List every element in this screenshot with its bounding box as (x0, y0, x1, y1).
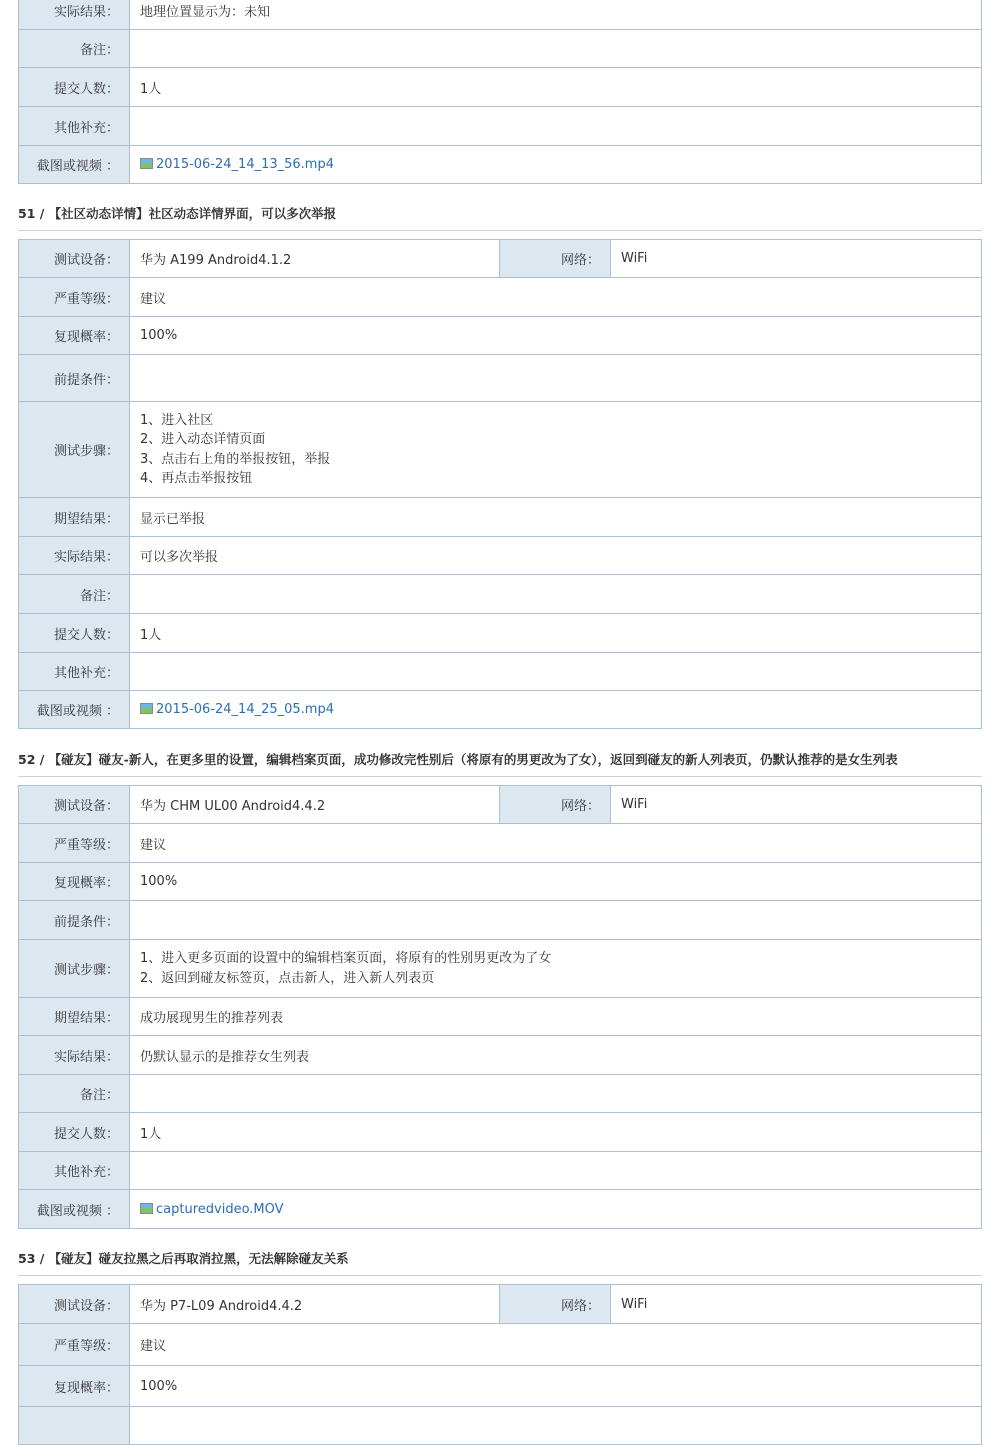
value-submitters: 1人 (130, 1113, 982, 1152)
value-precondition (130, 901, 982, 940)
row-repro (19, 317, 982, 355)
label-expected: 期望结果： (19, 998, 130, 1036)
label-severity: 严重等级： (19, 278, 130, 317)
row-media (19, 691, 982, 729)
label-network: 网络： (500, 786, 611, 824)
value-severity: 建议 (130, 1324, 982, 1366)
step-item: 1、进入社区 (140, 412, 214, 428)
row-media (19, 1190, 982, 1229)
row-device (19, 786, 982, 824)
value-network: WiFi (611, 1285, 982, 1324)
label-submitters: 提交人数： (19, 614, 130, 653)
row-submitters (19, 614, 982, 653)
value-media[interactable] (130, 691, 982, 729)
row-submitters (19, 68, 982, 107)
value-device: 华为 A199 Android4.1.2 (130, 240, 500, 278)
issue-53-table (18, 1284, 982, 1445)
value-other (130, 653, 982, 691)
image-icon (140, 1203, 153, 1214)
row-other (19, 107, 982, 146)
image-icon (140, 158, 153, 169)
media-link[interactable]: 2015-06-24_14_13_56.mp4 (156, 157, 334, 172)
issue-title: 51 / 【社区动态详情】社区动态详情界面，可以多次举报 (18, 204, 982, 231)
value-remark (130, 575, 982, 614)
value-severity: 建议 (130, 278, 982, 317)
label-expected: 期望结果： (19, 498, 130, 537)
value-actual: 地理位置显示为：未知 (130, 0, 982, 30)
step-item: 3、点击右上角的举报按钮，举报 (140, 451, 331, 467)
label-actual: 实际结果： (19, 0, 130, 30)
issue-title: 52 / 【碰友】碰友-新人，在更多里的设置，编辑档案页面，成功修改完性别后（将原有的男更改为了女），返回到碰友的新人列表页，仍默认推荐的是女生列表 (18, 750, 982, 777)
value-device: 华为 P7-L09 Android4.4.2 (130, 1285, 500, 1324)
label-other: 其他补充： (19, 1152, 130, 1190)
value-remark (130, 1075, 982, 1113)
label-repro: 复现概率： (19, 1366, 130, 1407)
value-actual: 仍默认显示的是推荐女生列表 (130, 1036, 982, 1075)
value-network: WiFi (611, 786, 982, 824)
image-icon (140, 703, 153, 714)
row-precondition (19, 901, 982, 940)
label-precondition: 前提条件： (19, 901, 130, 940)
row-remark (19, 30, 982, 68)
value-other (130, 1152, 982, 1190)
step-item: 1、进入更多页面的设置中的编辑档案页面，将原有的性别男更改为了女 (140, 951, 552, 966)
step-item: 2、返回到碰友标签页，点击新人，进入新人列表页 (140, 970, 435, 986)
value-actual: 可以多次举报 (130, 537, 982, 575)
value-expected: 成功展现男生的推荐列表 (130, 998, 982, 1036)
row-expected (19, 998, 982, 1036)
label-steps: 测试步骤： (19, 402, 130, 498)
label-other: 其他补充： (19, 107, 130, 146)
row-steps (19, 940, 982, 998)
row-remark (19, 1075, 982, 1113)
media-link[interactable]: capturedvideo.MOV (156, 1201, 284, 1217)
row-actual (19, 1036, 982, 1075)
label-media: 截图或视频 ： (19, 691, 130, 729)
value-partial (130, 1407, 982, 1445)
label-remark: 备注： (19, 575, 130, 614)
row-repro (19, 1366, 982, 1407)
label-remark: 备注： (19, 30, 130, 68)
row-remark (19, 575, 982, 614)
label-partial (19, 1407, 130, 1445)
value-repro: 100% (130, 317, 982, 355)
label-device: 测试设备： (19, 240, 130, 278)
row-next-partial (19, 1407, 982, 1445)
issue-50-table-partial (18, 0, 982, 184)
media-link[interactable]: 2015-06-24_14_25_05.mp4 (156, 702, 334, 717)
row-other (19, 653, 982, 691)
label-media: 截图或视频 ： (19, 1190, 130, 1229)
issue-52-table (18, 785, 982, 1229)
step-item: 4、再点击举报按钮 (140, 471, 253, 486)
row-actual (19, 537, 982, 575)
value-submitters: 1人 (130, 614, 982, 653)
value-other (130, 107, 982, 146)
value-repro: 100% (130, 1366, 982, 1407)
label-other: 其他补充： (19, 653, 130, 691)
label-repro: 复现概率： (19, 863, 130, 901)
row-actual (19, 0, 982, 30)
row-device (19, 1285, 982, 1324)
label-severity: 严重等级： (19, 824, 130, 863)
label-device: 测试设备： (19, 786, 130, 824)
row-precondition (19, 355, 982, 402)
value-media[interactable] (130, 146, 982, 184)
row-severity (19, 278, 982, 317)
issue-title: 53 / 【碰友】碰友拉黑之后再取消拉黑，无法解除碰友关系 (18, 1249, 982, 1276)
value-remark (130, 30, 982, 68)
value-steps (130, 940, 982, 998)
label-steps: 测试步骤： (19, 940, 130, 998)
label-repro: 复现概率： (19, 317, 130, 355)
row-submitters (19, 1113, 982, 1152)
row-steps (19, 402, 982, 498)
row-repro (19, 863, 982, 901)
label-actual: 实际结果： (19, 537, 130, 575)
value-steps (130, 402, 982, 498)
label-remark: 备注： (19, 1075, 130, 1113)
label-device: 测试设备： (19, 1285, 130, 1324)
value-submitters: 1人 (130, 68, 982, 107)
label-media: 截图或视频 ： (19, 146, 130, 184)
value-media[interactable] (130, 1190, 982, 1229)
row-severity (19, 824, 982, 863)
label-network: 网络： (500, 240, 611, 278)
value-expected: 显示已举报 (130, 498, 982, 537)
value-severity: 建议 (130, 824, 982, 863)
label-precondition: 前提条件： (19, 355, 130, 402)
value-device: 华为 CHM UL00 Android4.4.2 (130, 786, 500, 824)
label-submitters: 提交人数： (19, 68, 130, 107)
value-precondition (130, 355, 982, 402)
step-item: 2、进入动态详情页面 (140, 432, 266, 447)
value-repro: 100% (130, 863, 982, 901)
row-other (19, 1152, 982, 1190)
row-expected (19, 498, 982, 537)
label-severity: 严重等级： (19, 1324, 130, 1366)
label-submitters: 提交人数： (19, 1113, 130, 1152)
label-actual: 实际结果： (19, 1036, 130, 1075)
row-media (19, 146, 982, 184)
value-network: WiFi (611, 240, 982, 278)
row-severity (19, 1324, 982, 1366)
label-network: 网络： (500, 1285, 611, 1324)
row-device (19, 240, 982, 278)
issue-51-table (18, 239, 982, 729)
